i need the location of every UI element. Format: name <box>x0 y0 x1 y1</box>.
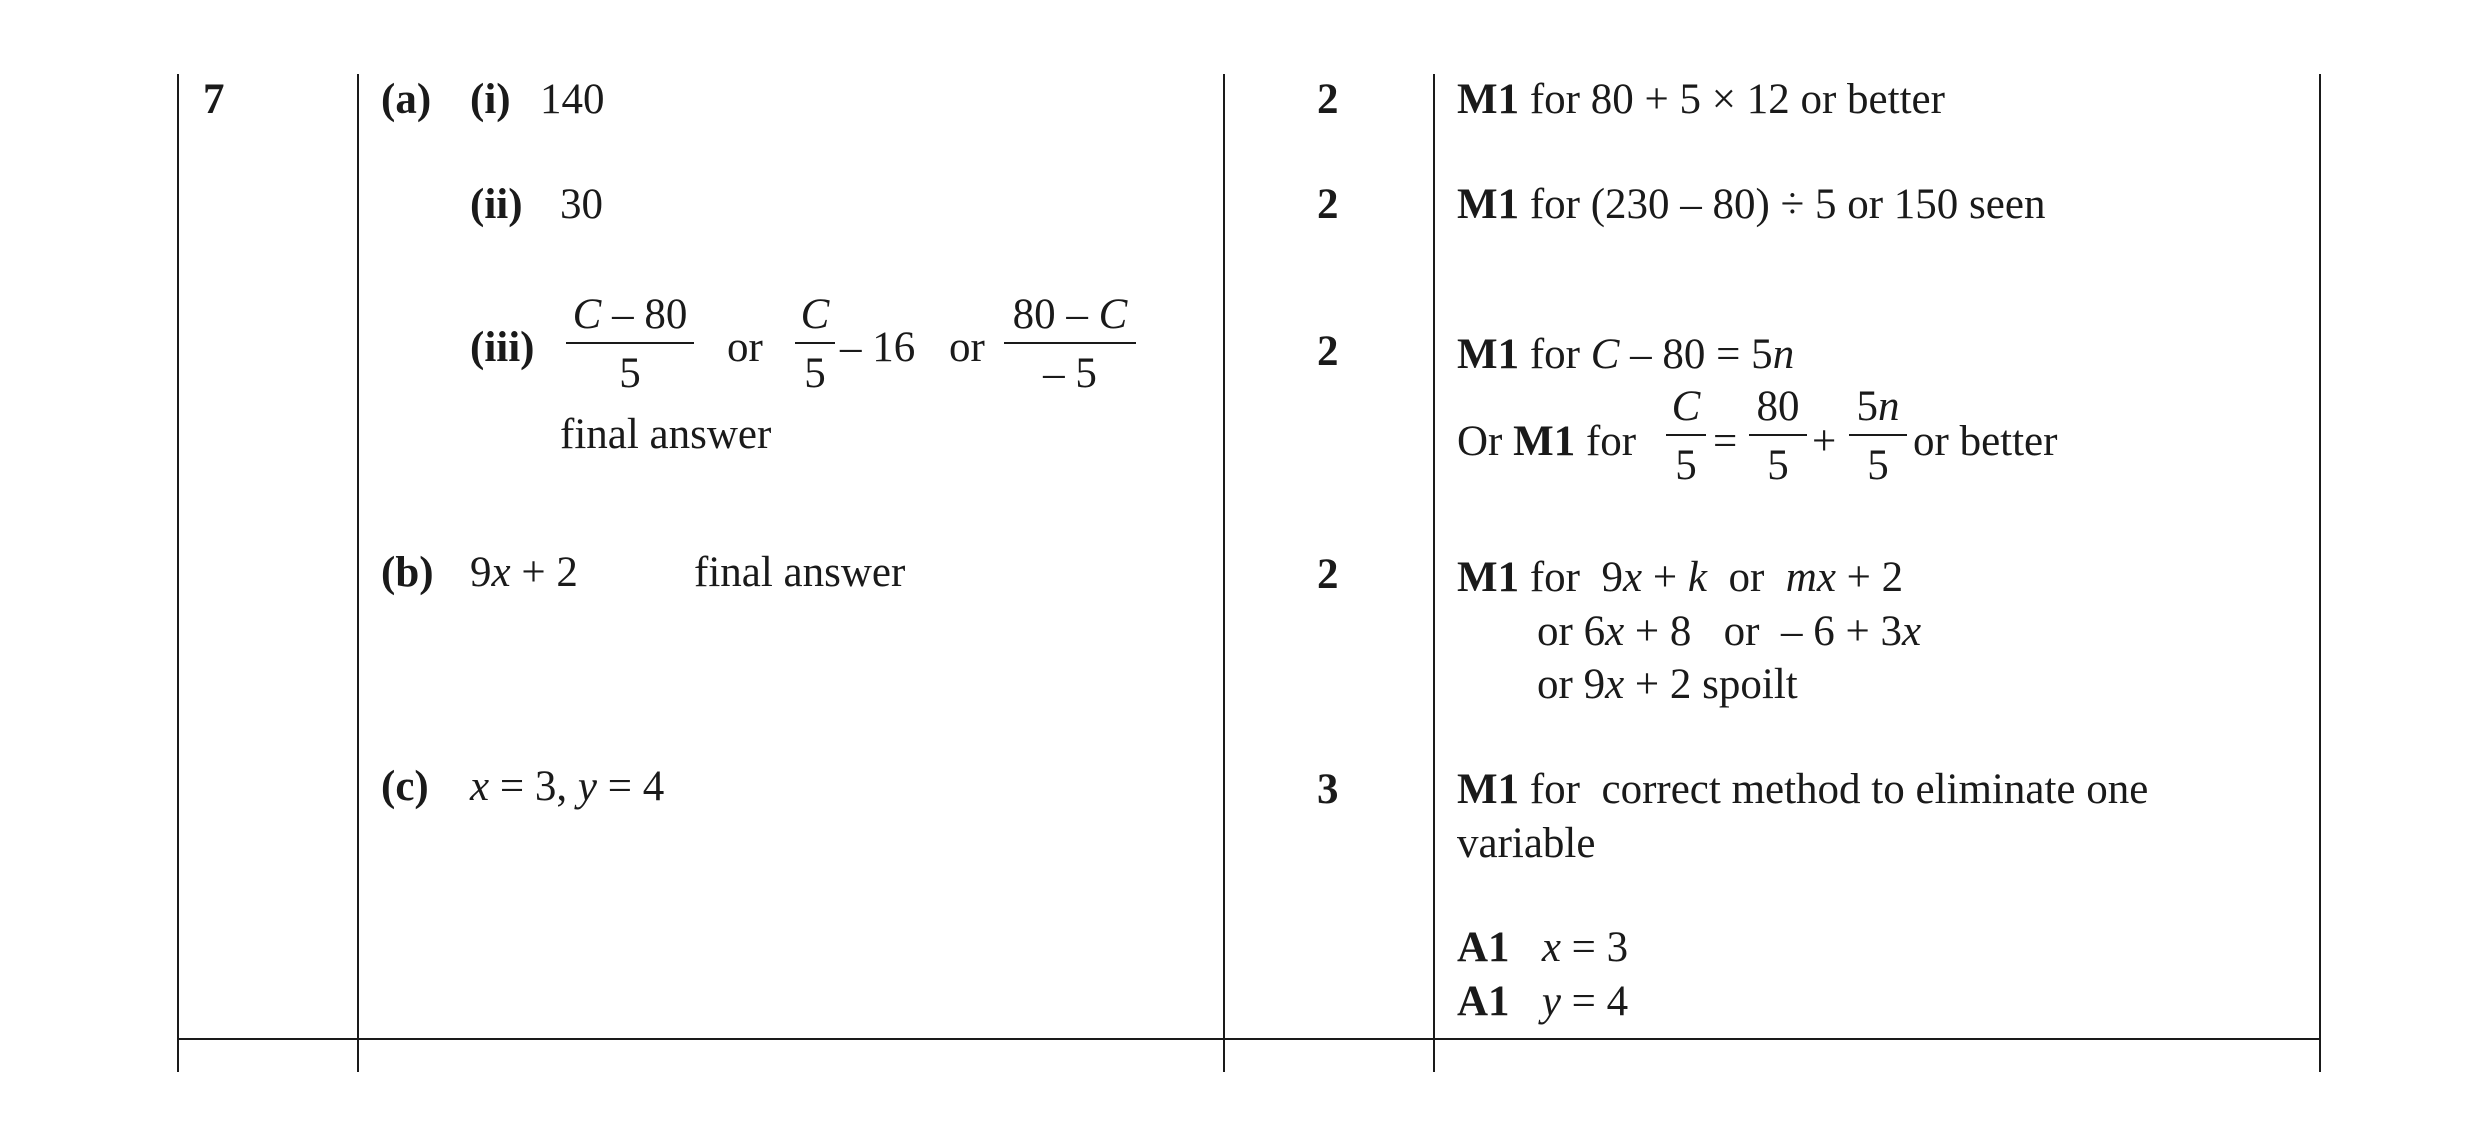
answer-coefficient: 9 <box>470 549 492 596</box>
part-a-iii-marks: 2 <box>1317 328 1339 375</box>
part-a-iii-label: (iii) <box>470 324 535 371</box>
guidance-text: + 2 <box>1835 554 1904 601</box>
part-c-a1-x <box>1457 926 1628 969</box>
guidance-x: x <box>1622 554 1643 601</box>
guidance-k: k <box>1687 554 1707 601</box>
fraction-denominator: 5 <box>619 350 641 397</box>
answer-x: x <box>470 763 490 810</box>
guidance-fraction-1 <box>1666 385 1706 487</box>
part-c-a1-y <box>1457 980 1628 1023</box>
guidance-mx: mx <box>1785 554 1836 601</box>
part-a-i-guidance <box>1457 78 1945 121</box>
part-c-guidance-line1 <box>1457 768 2148 811</box>
part-a-ii-answer: 30 <box>560 181 603 228</box>
part-b-guidance-line1 <box>1457 556 1903 599</box>
fraction-bar <box>1849 434 1907 436</box>
guidance-text: = 3 <box>1560 924 1629 971</box>
mark-code: M1 <box>1457 331 1520 378</box>
table-divider-answer <box>1223 74 1225 1072</box>
table-divider-marks <box>1433 74 1435 1072</box>
table-border-left <box>177 74 179 1072</box>
answer-text: = 3, <box>489 763 578 810</box>
fraction-numerator-rest: – 80 <box>601 291 688 338</box>
fraction-bar <box>1004 342 1136 344</box>
answer-fraction-3 <box>1004 293 1136 395</box>
table-divider-question <box>357 74 359 1072</box>
part-b-answer <box>470 551 578 594</box>
mark-code: M1 <box>1457 76 1520 123</box>
table-row-bottom-border <box>177 1038 2319 1040</box>
fraction-denominator: – 5 <box>1043 350 1097 397</box>
or-word-1: or <box>727 324 763 371</box>
guidance-text: for (230 – 80) ÷ 5 or 150 seen <box>1529 181 2046 228</box>
guidance-y: y <box>1541 978 1561 1025</box>
guidance-text: or <box>1706 554 1786 601</box>
part-a-i-marks: 2 <box>1317 76 1339 123</box>
answer-fraction-2 <box>795 293 835 395</box>
guidance-fraction-3 <box>1849 385 1907 487</box>
guidance-text: + 8 or – 6 + 3 <box>1624 608 1902 655</box>
guidance-x: x <box>1605 608 1625 655</box>
alt-or: Or <box>1457 418 1503 465</box>
guidance-x: x <box>1902 608 1922 655</box>
fraction-numerator-variable: C <box>572 291 602 338</box>
part-a-iii-guidance-line1 <box>1457 333 1794 376</box>
part-c-label: (c) <box>381 763 429 810</box>
fraction-numerator: C <box>1671 383 1701 430</box>
alt-mark-code: M1 <box>1513 418 1576 465</box>
fraction-bar <box>1749 434 1807 436</box>
question-number: 7 <box>203 76 225 123</box>
part-a-i-answer: 140 <box>540 76 605 123</box>
part-b-marks: 2 <box>1317 551 1339 598</box>
part-a-ii-guidance <box>1457 183 2045 226</box>
answer-y: y <box>577 763 597 810</box>
answer-fraction-1 <box>566 293 694 395</box>
mark-code: A1 <box>1457 924 1510 971</box>
guidance-text: or 6 <box>1537 608 1606 655</box>
part-a-i-label: (i) <box>470 76 511 123</box>
part-b-label: (b) <box>381 549 434 596</box>
part-b-guidance-line3 <box>1537 663 1798 706</box>
guidance-text: for 80 + 5 × 12 or better <box>1529 76 1945 123</box>
plus-sign: + <box>1812 418 1837 465</box>
fraction-denominator: 5 <box>1867 442 1889 489</box>
fraction-denominator: 5 <box>804 350 826 397</box>
fraction-bar <box>795 342 835 344</box>
guidance-text: for correct method to eliminate one <box>1519 766 2149 813</box>
table-border-right <box>2319 74 2321 1072</box>
part-a-iii-final-answer: final answer <box>560 411 772 458</box>
mark-code: M1 <box>1457 554 1520 601</box>
guidance-x: x <box>1605 661 1625 708</box>
part-b-guidance-line2 <box>1537 610 1921 653</box>
or-word-2: or <box>949 324 985 371</box>
mark-code: M1 <box>1457 766 1520 813</box>
fraction-numerator-coefficient: 5 <box>1856 383 1878 430</box>
part-a-ii-label: (ii) <box>470 181 523 228</box>
fraction-numerator-rest: 80 – <box>1012 291 1099 338</box>
guidance-for: for <box>1529 331 1580 378</box>
guidance-text: for 9 <box>1529 554 1623 601</box>
answer-text: = 4 <box>596 763 665 810</box>
guidance-equation: – 80 = 5 <box>1619 331 1773 378</box>
alt-guidance-tail: or better <box>1913 418 2058 465</box>
guidance-fraction-2 <box>1749 385 1807 487</box>
mark-code: M1 <box>1457 181 1520 228</box>
answer-constant: + 2 <box>510 549 578 596</box>
part-b-final-answer: final answer <box>694 549 906 596</box>
guidance-n: n <box>1772 331 1795 378</box>
part-c-guidance-line2: variable <box>1457 820 1596 867</box>
guidance-text: = 4 <box>1560 978 1629 1025</box>
fraction-numerator-variable: C <box>1098 291 1128 338</box>
answer-variable: x <box>491 549 511 596</box>
guidance-variable: C <box>1590 331 1620 378</box>
guidance-x: x <box>1541 924 1561 971</box>
fraction-bar <box>1666 434 1706 436</box>
minus-sixteen: – 16 <box>840 324 916 371</box>
part-c-answer <box>470 765 664 808</box>
part-c-marks: 3 <box>1317 766 1339 813</box>
fraction-denominator: 5 <box>1767 442 1789 489</box>
equals-sign: = <box>1713 418 1738 465</box>
guidance-text: or 9 <box>1537 661 1606 708</box>
fraction-numerator: 80 <box>1756 383 1800 430</box>
part-a-ii-marks: 2 <box>1317 181 1339 228</box>
fraction-denominator: 5 <box>1675 442 1697 489</box>
mark-code: A1 <box>1457 978 1510 1025</box>
fraction-numerator: C <box>800 291 830 338</box>
fraction-numerator-n: n <box>1878 383 1900 430</box>
alt-guidance-prefix <box>1457 420 1636 463</box>
fraction-bar <box>566 342 694 344</box>
alt-for: for <box>1585 418 1637 465</box>
guidance-text: + <box>1642 554 1688 601</box>
guidance-text: + 2 spoilt <box>1624 661 1798 708</box>
part-a-label: (a) <box>381 76 432 123</box>
